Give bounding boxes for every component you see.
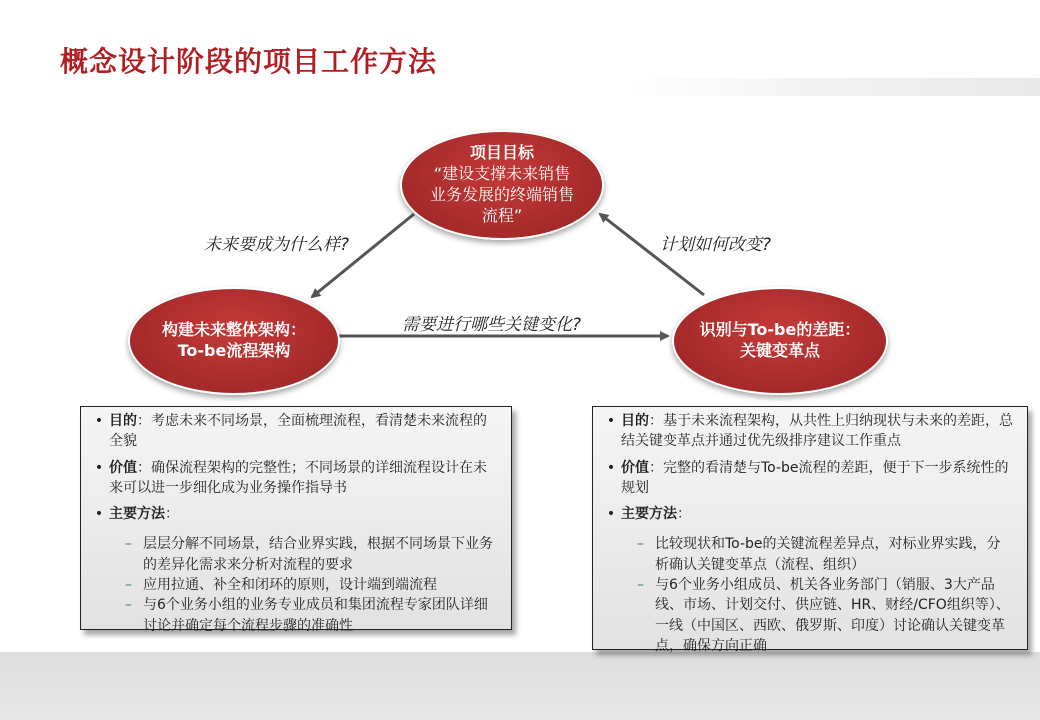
- method-label: 主要方法: [621, 506, 677, 523]
- method-colon: ：: [165, 506, 179, 523]
- to-be-details-panel: [80, 406, 512, 634]
- bullet-icon: •: [606, 459, 616, 476]
- method-item: [601, 575, 1013, 656]
- purpose-text: ：考虑未来不同场景，全面梳理流程，看清楚未来流程的全貌: [109, 413, 487, 450]
- method-text: 层层分解不同场景，结合业界实践，根据不同场景下业务的差异化需求来分析对流程的要求: [143, 536, 493, 573]
- to-be-architecture-node: [128, 287, 340, 395]
- purpose-text: ：基于未来流程架构，从共性上归纳现状与未来的差距，总结关键变革点并通过优先级排序建议工作重点: [621, 413, 1013, 450]
- gap-details-panel: [592, 406, 1028, 654]
- list-item: [89, 411, 497, 452]
- to-be-architecture-line2: To-be流程架构: [177, 341, 291, 360]
- value-text: ：确保流程架构的完整性；不同场景的详细流程设计在未来可以进一步细化成为业务操作指导书: [109, 459, 487, 496]
- purpose-label: 目的: [109, 413, 137, 429]
- gap-analysis-line2: 关键变革点: [739, 341, 820, 360]
- method-label: 主要方法: [109, 506, 165, 523]
- list-item: [601, 504, 1013, 524]
- bullet-icon: •: [94, 413, 104, 429]
- project-goal-node: [400, 130, 604, 240]
- dash-icon: –: [637, 577, 644, 594]
- value-label: 价值: [621, 459, 649, 476]
- project-goal-heading: 项目目标: [469, 143, 534, 163]
- dash-icon: –: [125, 577, 132, 594]
- list-item: [601, 411, 1013, 452]
- gap-analysis-line1: 识别与To-be的差距：: [699, 320, 861, 340]
- label-key-changes: 需要进行哪些关键变化?: [402, 315, 582, 335]
- method-text: 比较现状和To-be的关键流程差异点，对标业界实践，分析确认关键变革点（流程、组织）: [655, 536, 1001, 573]
- method-item: [601, 534, 1013, 575]
- method-text: 与6个业务小组成员、机关各业务部门（销服、3大产品线、市场、计划交付、供应链、HR、财经/CFO组织等）、一线（中国区、西欧、俄罗斯、印度）讨论确认关键变革点，确保方向正确: [655, 577, 1010, 654]
- bullet-icon: •: [606, 413, 616, 429]
- method-text: 应用拉通、补全和闭环的原则，设计端到端流程: [143, 577, 437, 594]
- purpose-label: 目的: [621, 413, 649, 429]
- bullet-icon: •: [606, 506, 616, 523]
- dash-icon: –: [125, 536, 132, 553]
- method-item: [89, 595, 497, 636]
- label-plan-change: 计划如何改变?: [660, 235, 772, 255]
- label-future-vision: 未来要成为什么样?: [204, 235, 350, 255]
- method-item: [89, 534, 497, 575]
- gap-analysis-node: [672, 287, 888, 395]
- dash-icon: –: [125, 597, 132, 614]
- list-item: [89, 504, 497, 524]
- bullet-icon: •: [94, 506, 104, 523]
- value-label: 价值: [109, 459, 137, 476]
- project-goal-text: “建设支撑未来销售业务发展的终端销售流程”: [429, 164, 574, 225]
- method-text: 与6个业务小组的业务专业成员和集团流程专家团队详细讨论并确定每个流程步骤的准确性: [143, 597, 488, 634]
- list-item: [601, 458, 1013, 499]
- method-colon: ：: [677, 506, 691, 523]
- arrow-top-to-left: [312, 214, 414, 297]
- page-title: 概念设计阶段的项目工作方法: [60, 45, 438, 78]
- value-text: ：完整的看清楚与To-be流程的差距，便于下一步系统性的规划: [621, 459, 1009, 496]
- to-be-architecture-line1: 构建未来整体架构：: [161, 320, 306, 340]
- list-item: [89, 458, 497, 499]
- bullet-icon: •: [94, 459, 104, 476]
- dash-icon: –: [637, 536, 644, 553]
- method-item: [89, 575, 497, 595]
